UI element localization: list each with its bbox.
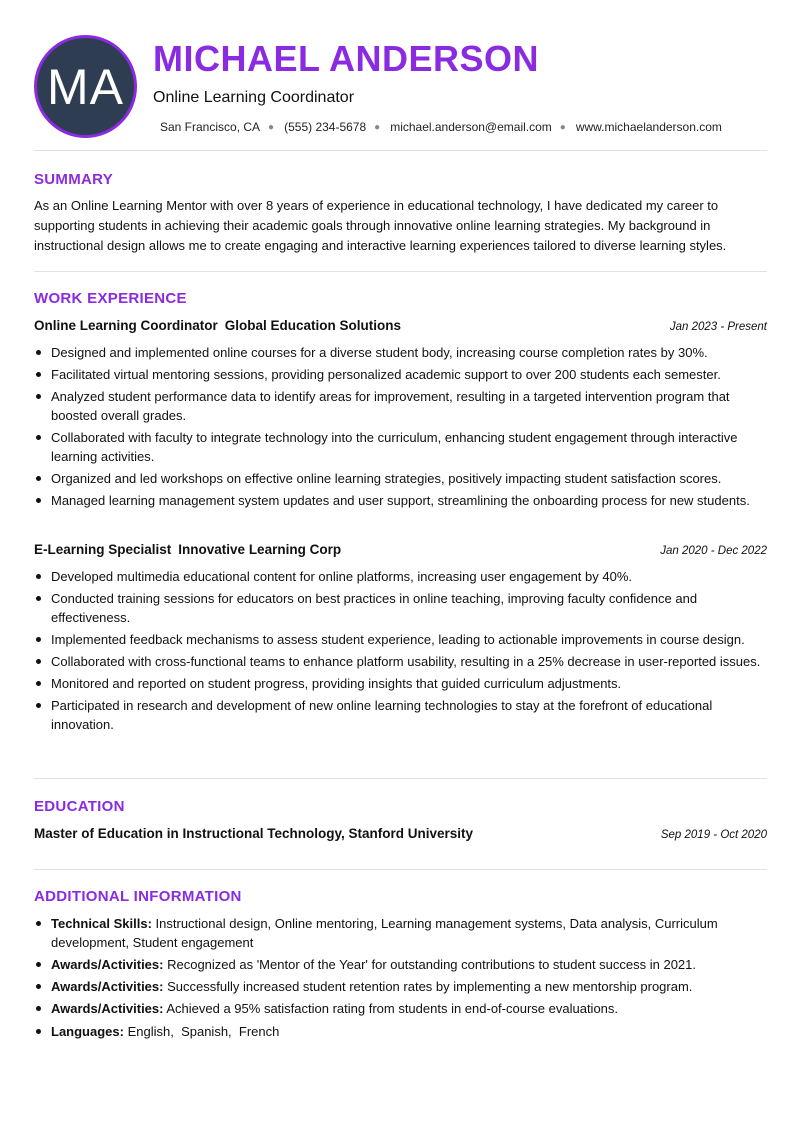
divider xyxy=(34,271,767,272)
item-text: Successfully increased student retention rates by implementing a new mentorship program. xyxy=(167,979,693,994)
summary-text: As an Online Learning Mentor with over 8 years of experience in educational technology, I have dedicated my career to supporting students in achieving their academic goals through innovative online learning strategies. My background in instructional design allows me to create engaging and interactive learning experiences tailored to diverse learning styles. xyxy=(34,198,727,253)
candidate-name: MICHAEL ANDERSON xyxy=(153,38,540,79)
education-heading: EDUCATION xyxy=(34,798,125,815)
additional-heading: ADDITIONAL INFORMATION xyxy=(34,888,242,905)
list-item: Organized and led workshops on effective online learning strategies, positively impacting student satisfaction scores. xyxy=(34,469,769,488)
item-text: English, Spanish, French xyxy=(127,1024,280,1039)
item-text: Recognized as 'Mentor of the Year' for outstanding contributions to student success in 2021. xyxy=(167,957,696,972)
list-item: Collaborated with faculty to integrate technology into the curriculum, enhancing student engagement through interactive learning activities. xyxy=(34,428,769,466)
list-item: Managed learning management system updates and user support, streamlining the onboarding process for new students. xyxy=(34,491,769,510)
list-item xyxy=(34,977,769,996)
item-label: Technical Skills: xyxy=(51,916,152,931)
job-role: Online Learning Coordinator xyxy=(34,318,218,333)
list-item: Implemented feedback mechanisms to assess student experience, leading to actionable improvements in course design. xyxy=(34,630,769,649)
separator-dot-icon: ● xyxy=(374,121,381,133)
item-label: Awards/Activities: xyxy=(51,957,164,972)
list-item: Participated in research and development of new online learning technologies to stay at the forefront of educational innovation. xyxy=(34,696,769,734)
list-item xyxy=(34,1022,769,1041)
item-text: Achieved a 95% satisfaction rating from students in end-of-course evaluations. xyxy=(166,1001,619,1016)
item-label: Languages: xyxy=(51,1024,124,1039)
list-item: Designed and implemented online courses for a diverse student body, increasing course completion rates by 30%. xyxy=(34,343,769,362)
item-label: Awards/Activities: xyxy=(51,979,164,994)
candidate-title: Online Learning Coordinator xyxy=(153,89,355,106)
avatar-initials: MA xyxy=(47,58,124,115)
education-dates: Sep 2019 - Oct 2020 xyxy=(660,829,767,841)
job-dates: Jan 2020 - Dec 2022 xyxy=(660,545,767,557)
education-degree: Master of Education in Instructional Technology, Stanford University xyxy=(34,826,474,841)
job-header xyxy=(34,542,767,557)
separator-dot-icon: ● xyxy=(559,121,566,133)
list-item: Developed multimedia educational content for online platforms, increasing user engagement by 40%. xyxy=(34,567,769,586)
item-text: Instructional design, Online mentoring, Learning management systems, Data analysis, Curriculum development, Student engagement xyxy=(51,916,718,950)
experience-heading: WORK EXPERIENCE xyxy=(34,290,187,307)
job-bullets xyxy=(34,343,769,513)
separator-dot-icon: ● xyxy=(268,121,275,133)
contact-bar xyxy=(160,120,722,134)
job-dates: Jan 2023 - Present xyxy=(669,321,767,333)
divider xyxy=(34,778,767,779)
contact-email[interactable]: michael.anderson@email.com xyxy=(390,120,552,134)
list-item xyxy=(34,999,769,1018)
job-role: E-Learning Specialist xyxy=(34,542,172,557)
contact-phone: (555) 234-5678 xyxy=(284,120,367,134)
job-company: Global Education Solutions xyxy=(224,318,402,333)
contact-website[interactable]: www.michaelanderson.com xyxy=(575,120,722,134)
list-item: Collaborated with cross-functional teams to enhance platform usability, resulting in a 25% decrease in user-reported issues. xyxy=(34,652,769,671)
job-role-company xyxy=(34,542,341,557)
list-item: Conducted training sessions for educators on best practices in online teaching, improving faculty confidence and effectiveness. xyxy=(34,589,769,627)
job-company: Innovative Learning Corp xyxy=(178,542,342,557)
item-label: Awards/Activities: xyxy=(51,1001,164,1016)
list-item: Monitored and reported on student progress, providing insights that guided curriculum adjustments. xyxy=(34,674,769,693)
job-header xyxy=(34,318,767,333)
avatar xyxy=(34,35,137,138)
summary-heading: SUMMARY xyxy=(34,171,114,188)
job-role-company xyxy=(34,318,401,333)
list-item xyxy=(34,914,769,952)
education-entry xyxy=(34,826,767,841)
divider xyxy=(34,869,767,870)
list-item: Analyzed student performance data to identify areas for improvement, resulting in a targeted intervention program that boosted overall grades. xyxy=(34,387,769,425)
additional-list xyxy=(34,914,769,1044)
list-item xyxy=(34,955,769,974)
list-item: Facilitated virtual mentoring sessions, providing personalized academic support to over 200 students each semester. xyxy=(34,365,769,384)
divider xyxy=(34,150,767,151)
contact-location: San Francisco, CA xyxy=(160,120,261,134)
job-bullets xyxy=(34,567,769,737)
